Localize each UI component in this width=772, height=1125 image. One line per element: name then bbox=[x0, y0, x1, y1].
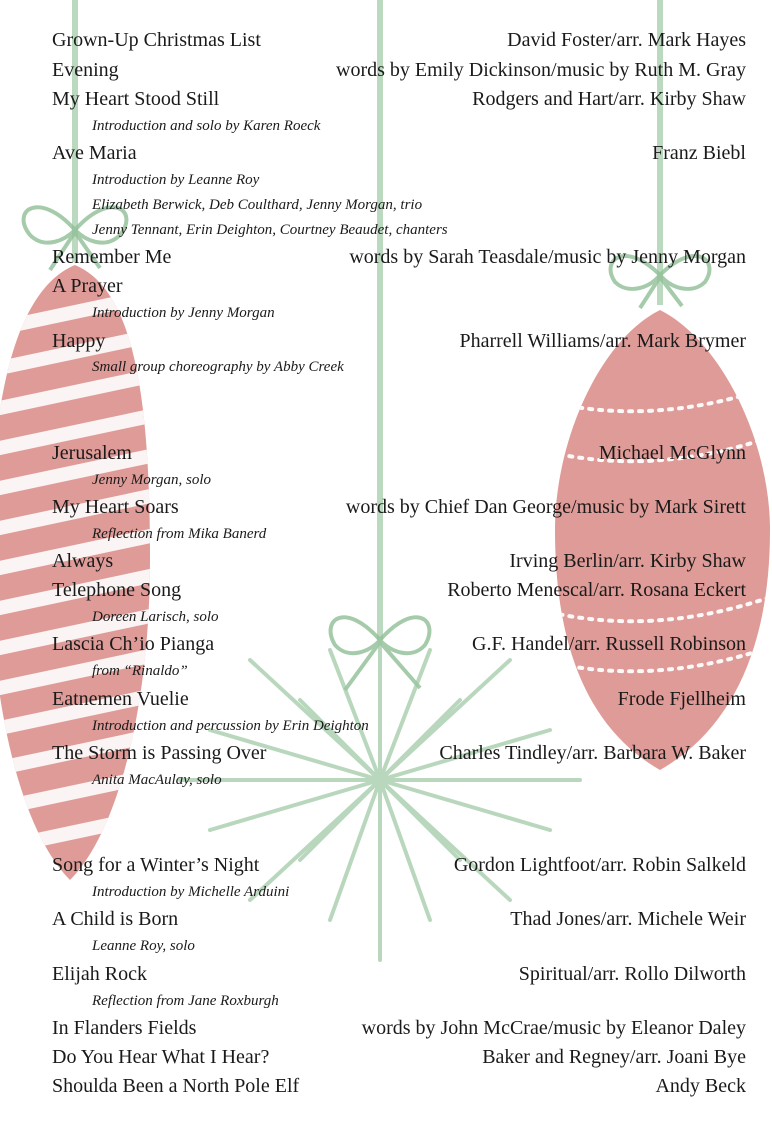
performer-note: Elizabeth Berwick, Deb Coulthard, Jenny Morgan, trio bbox=[92, 197, 423, 213]
piece-composer: Thad Jones/arr. Michele Weir bbox=[510, 908, 746, 930]
piece-composer: Franz Biebl bbox=[652, 142, 746, 164]
piece-composer: Roberto Menescal/arr. Rosana Eckert bbox=[447, 579, 746, 601]
piece-composer: G.F. Handel/arr. Russell Robinson bbox=[472, 633, 746, 655]
performer-note: Jenny Tennant, Erin Deighton, Courtney Beaudet, chanters bbox=[92, 222, 448, 238]
piece-title: Remember Me bbox=[52, 246, 172, 268]
program-piece bbox=[52, 685, 746, 713]
program-piece bbox=[52, 630, 746, 658]
performer-note: from “Rinaldo” bbox=[92, 663, 188, 679]
program-piece bbox=[52, 327, 746, 355]
piece-title: Elijah Rock bbox=[52, 963, 147, 985]
performer-note: Jenny Morgan, solo bbox=[92, 472, 212, 488]
piece-composer: words by Chief Dan George/music by Mark Sirett bbox=[345, 496, 746, 518]
piece-title: The Storm is Passing Over bbox=[52, 742, 267, 764]
program-piece bbox=[52, 1072, 746, 1100]
piece-composer: Gordon Lightfoot/arr. Robin Salkeld bbox=[453, 854, 746, 876]
piece-title: Do You Hear What I Hear? bbox=[52, 1046, 270, 1068]
piece-title: My Heart Soars bbox=[52, 496, 179, 518]
piece-composer: words by Emily Dickinson/music by Ruth M. Gray bbox=[336, 59, 746, 81]
program-piece bbox=[52, 739, 746, 767]
performer-note: Introduction by Leanne Roy bbox=[92, 172, 260, 188]
program-piece bbox=[52, 56, 746, 84]
performer-note: Introduction by Jenny Morgan bbox=[92, 305, 275, 321]
piece-title: Lascia Ch’io Pianga bbox=[52, 633, 215, 655]
piece-title: In Flanders Fields bbox=[52, 1017, 197, 1039]
piece-title: Jerusalem bbox=[52, 442, 132, 464]
performer-note: Reflection from Mika Banerd bbox=[92, 526, 267, 542]
performer-note: Anita MacAulay, solo bbox=[92, 772, 222, 788]
piece-composer: words by John McCrae/music by Eleanor Daley bbox=[361, 1017, 746, 1039]
piece-composer: Frode Fjellheim bbox=[617, 688, 746, 710]
piece-title: Happy bbox=[52, 330, 106, 352]
program-piece bbox=[52, 547, 746, 575]
piece-composer: Michael McGlynn bbox=[598, 442, 746, 464]
piece-title: Grown-Up Christmas List bbox=[52, 29, 261, 51]
performer-note: Introduction by Michelle Arduini bbox=[92, 884, 290, 900]
program-piece bbox=[52, 272, 746, 300]
piece-composer: words by Sarah Teasdale/music by Jenny Morgan bbox=[349, 246, 746, 268]
piece-title: Ave Maria bbox=[52, 142, 137, 164]
piece-title: Eatnemen Vuelie bbox=[52, 688, 189, 710]
program-piece bbox=[52, 243, 746, 271]
piece-composer: Baker and Regney/arr. Joani Bye bbox=[482, 1046, 746, 1068]
piece-composer: Charles Tindley/arr. Barbara W. Baker bbox=[439, 742, 746, 764]
piece-composer: Irving Berlin/arr. Kirby Shaw bbox=[509, 550, 746, 572]
performer-note: Small group choreography by Abby Creek bbox=[92, 359, 344, 375]
program-piece bbox=[52, 576, 746, 604]
piece-composer: Rodgers and Hart/arr. Kirby Shaw bbox=[472, 88, 746, 110]
program-piece bbox=[52, 439, 746, 467]
program-piece bbox=[52, 26, 746, 54]
program-piece bbox=[52, 139, 746, 167]
program-piece bbox=[52, 1043, 746, 1071]
piece-title: Song for a Winter’s Night bbox=[52, 854, 260, 876]
piece-title: A Prayer bbox=[52, 275, 123, 297]
program-piece bbox=[52, 1014, 746, 1042]
program-piece bbox=[52, 493, 746, 521]
performer-note: Introduction and solo by Karen Roeck bbox=[92, 118, 321, 134]
program-piece bbox=[52, 85, 746, 113]
program-piece bbox=[52, 960, 746, 988]
piece-composer: Pharrell Williams/arr. Mark Brymer bbox=[459, 330, 746, 352]
program-piece bbox=[52, 905, 746, 933]
piece-title: My Heart Stood Still bbox=[52, 88, 220, 110]
piece-composer: Spiritual/arr. Rollo Dilworth bbox=[518, 963, 746, 985]
piece-title: Evening bbox=[52, 59, 119, 81]
performer-note: Leanne Roy, solo bbox=[92, 938, 195, 954]
performer-note: Introduction and percussion by Erin Deighton bbox=[92, 718, 369, 734]
piece-title: Shoulda Been a North Pole Elf bbox=[52, 1075, 300, 1097]
piece-composer: David Foster/arr. Mark Hayes bbox=[507, 29, 746, 51]
performer-note: Reflection from Jane Roxburgh bbox=[92, 993, 279, 1009]
program-piece bbox=[52, 851, 746, 879]
piece-title: Telephone Song bbox=[52, 579, 182, 601]
piece-title: A Child is Born bbox=[52, 908, 179, 930]
piece-composer: Andy Beck bbox=[655, 1075, 746, 1097]
piece-title: Always bbox=[52, 550, 114, 572]
performer-note: Doreen Larisch, solo bbox=[92, 609, 219, 625]
